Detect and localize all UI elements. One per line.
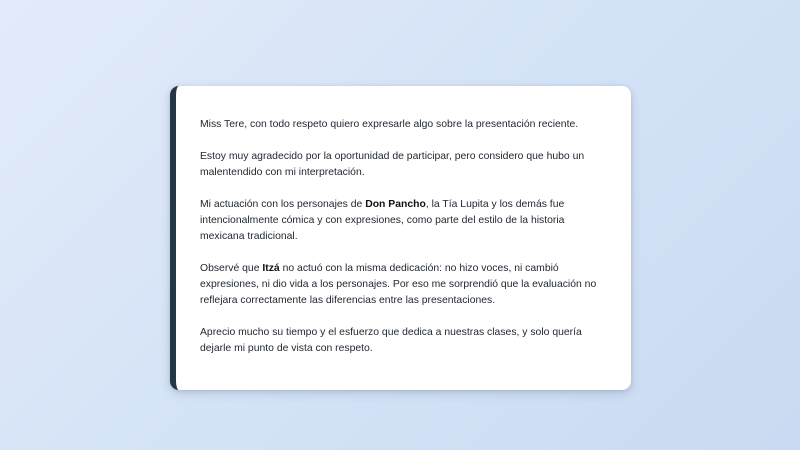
paragraph-4-text-end: no actuó con la misma dedicación: no hizo voces, ni cambió expresiones, ni dio vida a los personajes. Por eso me sorprendió que la evaluación no reflejara correctamente las diferencias entre las presentaciones. [200, 263, 597, 306]
message-paragraph-4 [200, 261, 605, 309]
character-name-don-pancho: Don Pancho [365, 199, 426, 210]
message-paragraph-2: Estoy muy agradecido por la oportunidad de participar, pero considero que hubo un malentendido con mi interpretación. [200, 151, 585, 178]
message-card [170, 86, 631, 390]
message-paragraph-3 [200, 197, 605, 245]
paragraph-3-text-end: , la Tía Lupita y los demás fue intencionalmente cómica y con expresiones, como parte del estilo de la historia mexicana tradicional. [200, 199, 565, 242]
classmate-name-itza: Itzá [262, 263, 280, 274]
message-paragraph-1: Miss Tere, con todo respeto quiero expresarle algo sobre la presentación reciente. [200, 119, 579, 130]
message-paragraph-5: Aprecio mucho su tiempo y el esfuerzo que dedica a nuestras clases, y solo quería dejarle mi punto de vista con respeto. [200, 327, 582, 354]
paragraph-3-text-start: Mi actuación con los personajes de [200, 199, 366, 210]
paragraph-4-text-start: Observé que [200, 263, 263, 274]
